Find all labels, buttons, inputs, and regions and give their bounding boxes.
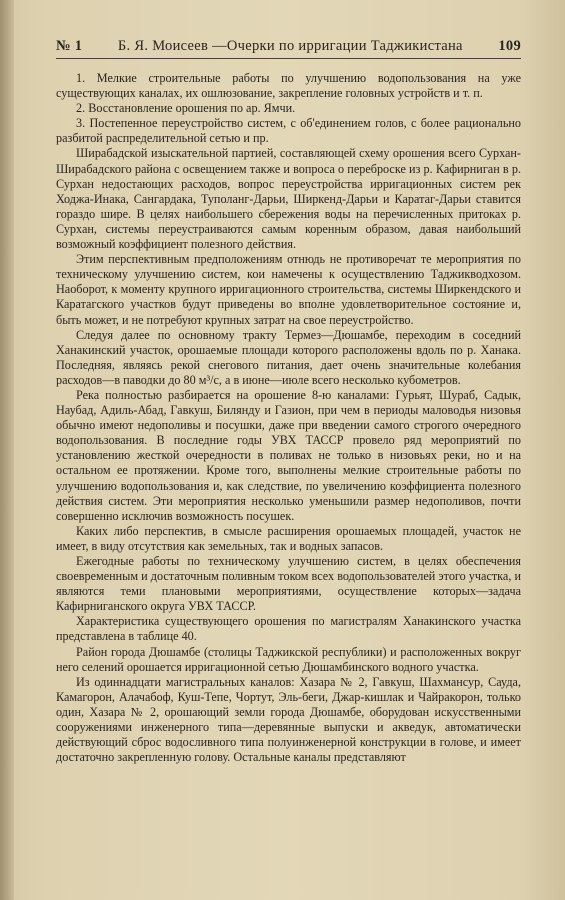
list-item-1: 1. Мелкие строительные работы по улучшению водопользования на уже существующих каналах, их ошлюзование, закрепление головных устройств и т. п.	[56, 71, 521, 101]
paragraph-canals: Река полностью разбирается на орошение 8-ю каналами: Гурьят, Шураб, Садык, Наубад, Адиль-Абад, Гавкуш, Билянду и Газион, при чем в периоды маловодья низовья обычно имеют недополивы и посушки, даже при введении самого строгого очередного водопользования. В последние годы УВХ ТАССР провело ряд мероприятий по установлению жесткой очередности в поливах не только в низовьях реки, но и на остальном ее протяжении. Кроме того, выполнены мелкие строительные работы по улучшению водопользования и, как следствие, по увеличению коэффициента полезного действия систем. Эти мероприятия несколько уменьшили размер недополивов, почти совершенно исключив возможность посушек.	[56, 387, 521, 523]
paragraph-dushanbe: Район города Дюшамбе (столицы Таджикской республики) и расположенных вокруг него селений орошается ирригационной сетью Дюшамбинского водного участка.	[56, 644, 521, 674]
article-body	[56, 71, 521, 765]
paragraph-shirabad: Ширабадской изыскательной партией, составляющей схему орошения всего Сурхан-Ширабадского района с освещением также и вопроса о переброске из р. Кафирниган в р. Сурхан недостающих расходов, вопрос переустройства ирригационных систем рек Ходжа-Инака, Сангардака, Туполанг-Дарьи, Ширкенд-Дарьи и Каратаг-Дарьи ставится гораздо шире. В целях наибольшего сбережения воды на перечисленных притоках р. Сурхан, системы переустраиваются самым коренным образом, давая наибольший возможный коэффициент полезного действия.	[56, 146, 521, 252]
paragraph-khanaka: Следуя далее по основному тракту Термез—Дюшамбе, переходим в соседний Ханакинский участок, орошаемые площади которого расположены вдоль по р. Ханака. Последняя, являясь рекой снегового питания, дает очень значительные колебания расходов—в паводки до 80 м³/с, а в июне—июле всего несколько кубометров.	[56, 327, 521, 387]
page-number: 109	[498, 38, 521, 54]
running-title: Б. Я. Моисеев —Очерки по ирригации Таджикистана	[117, 38, 463, 54]
list-item-3: 3. Постепенное переустройство систем, с об'единением голов, с более рационально разбитой распределительной сетью и пр.	[56, 116, 521, 146]
paragraph-no-prospects: Каких либо перспектив, в смысле расширения орошаемых площадей, участок не имеет, в виду отсутствия как земельных, так и водных запасов.	[56, 523, 521, 553]
page-spine-shadow	[0, 0, 14, 900]
paragraph-annual-works: Ежегодные работы по техническому улучшению систем, в целях обеспечения своевременным и достаточным поливным током всех водопользователей этого участка, и являются теми плановыми мероприятиями, осуществление которых—задача Кафирниганского округа УВХ ТАССР.	[56, 554, 521, 614]
list-item-2: 2. Восстановление орошения по ар. Ямчи.	[76, 101, 296, 116]
issue-number: № 1	[56, 38, 83, 54]
paragraph-main-canals: Из одиннадцати магистральных каналов: Хазара № 2, Гавкуш, Шахмансур, Сауда, Камагорон, Алачабоф, Куш-Тепе, Чортут, Эль-беги, Джар-кишлак и Чайракорон, только один, Хазара № 2, орошающий земли города Дюшамбе, оборудован искусственными сооружениями инженерного типа—деревянные выпуски и акведук, автоматически действующий сброс водосливного типа полуинженерной конструкции в голове, и имеет достаточно закрепленную голову. Остальные каналы представляют	[56, 674, 521, 765]
running-header	[56, 38, 521, 59]
paragraph-table-reference: Характеристика существующего орошения по магистралям Ханакинского участка представлена в таблице 40.	[56, 614, 521, 644]
paragraph-perspective: Этим перспективным предположениям отнюдь не противоречат те мероприятия по техническому улучшению систем, кои намечены к осуществлению Таджикводхозом. Наоборот, к моменту крупного ирригационного строительства, системы Ширкендского и Каратагского участков будут приведены во вполне удовлетворительное состояние и, быть может, и не потребуют крупных затрат на свое переустройство.	[56, 252, 521, 327]
